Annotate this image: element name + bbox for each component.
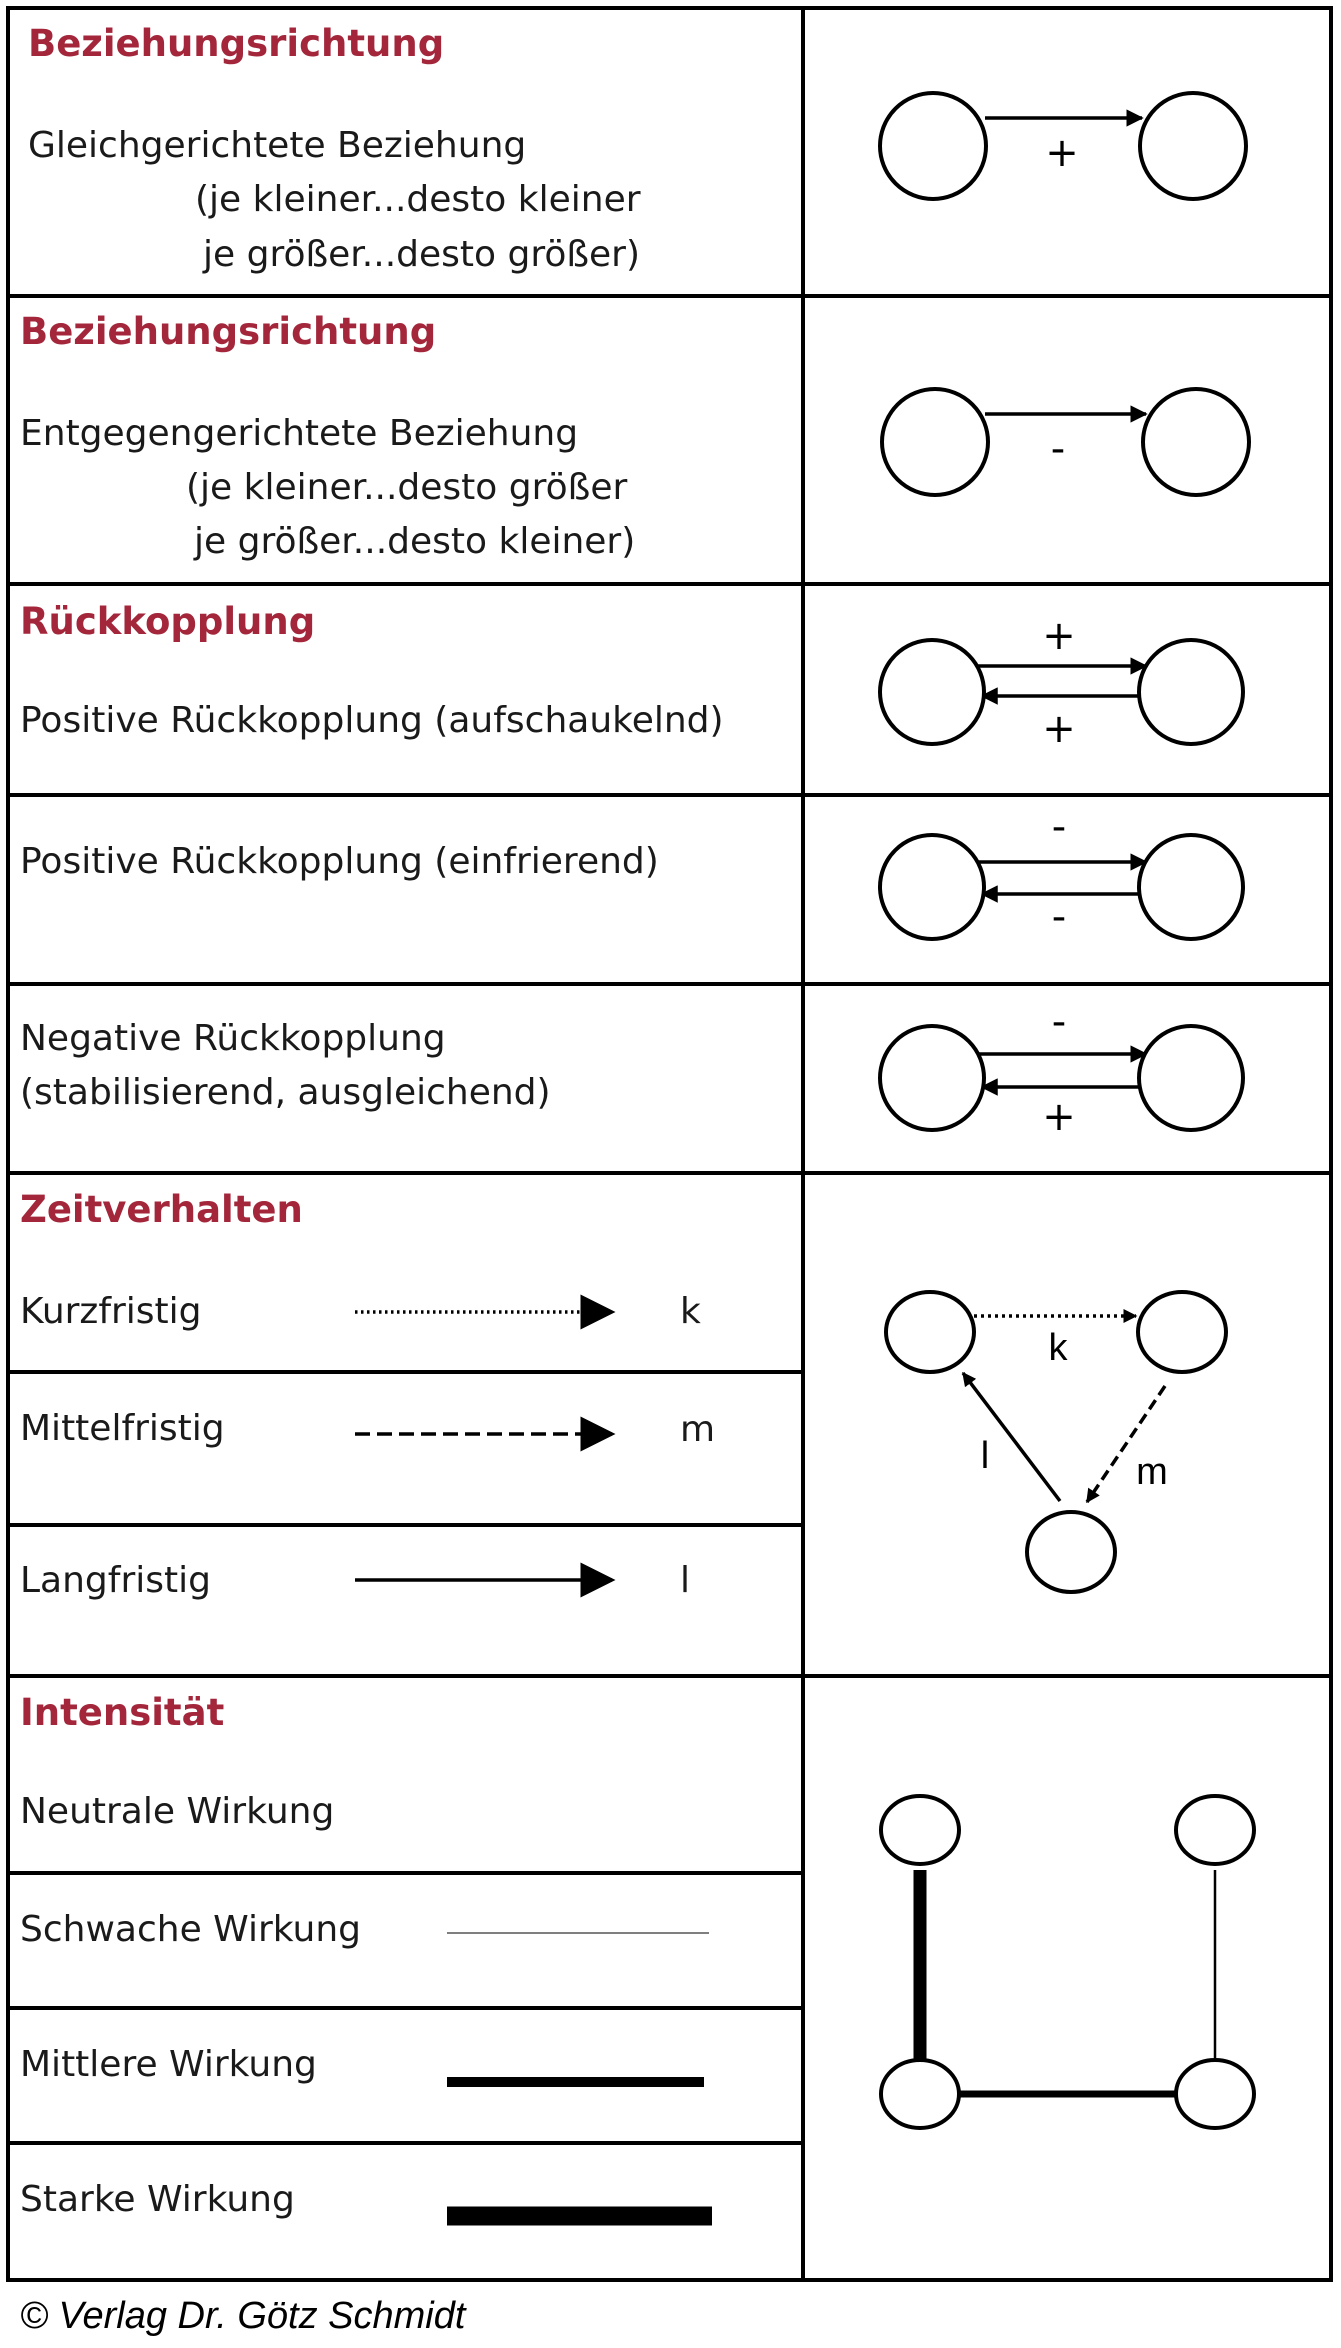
diagram-label-m: m [1136, 1451, 1168, 1493]
node-circle [880, 93, 986, 199]
diagram-negative-rueckkopplung [880, 999, 1243, 1140]
node-circle [881, 1796, 959, 1864]
label-negative-rueckkopplung: Negative Rückkopplung [20, 1018, 446, 1059]
feedback-sign-bottom: + [1042, 1094, 1076, 1140]
label-entgegengerichtet-detail-2: je größer...desto kleiner) [194, 521, 636, 562]
label-mittelfristig: Mittelfristig [20, 1408, 225, 1449]
node-circle [880, 1026, 984, 1130]
heading-beziehungsrichtung: Beziehungsrichtung [28, 22, 445, 65]
node-circle [1027, 1512, 1115, 1592]
diagram-gleichgerichtet [880, 93, 1246, 199]
node-circle [1176, 2060, 1254, 2128]
label-negative-detail: (stabilisierend, ausgleichend) [20, 1072, 551, 1113]
diagram-positive-aufschaukelnd [880, 613, 1243, 752]
label-gleichgerichtet-detail-1: (je kleiner...desto kleiner [195, 179, 641, 220]
node-circle [886, 1292, 974, 1372]
diagram-intensitaet [881, 1796, 1254, 2128]
node-circle [1139, 835, 1243, 939]
node-circle [1140, 93, 1246, 199]
copyright-credit: © Verlag Dr. Götz Schmidt [20, 2295, 466, 2337]
label-kurzfristig: Kurzfristig [20, 1291, 202, 1332]
code-mittelfristig: m [680, 1409, 716, 1450]
node-circle [1176, 1796, 1254, 1864]
node-circle [1139, 640, 1243, 744]
node-circle [882, 389, 988, 495]
heading-rueckkopplung: Rückkopplung [20, 600, 316, 643]
node-circle [881, 2060, 959, 2128]
diagram-label-k: k [1048, 1327, 1068, 1369]
node-circle [880, 640, 984, 744]
relation-sign: - [1050, 426, 1066, 472]
diagram-positive-einfrierend [880, 804, 1243, 940]
label-positive-einfrierend: Positive Rückkopplung (einfrierend) [20, 841, 659, 882]
label-mittlere-wirkung: Mittlere Wirkung [20, 2044, 317, 2085]
label-schwache-wirkung: Schwache Wirkung [20, 1909, 361, 1950]
feedback-sign-top: + [1042, 613, 1076, 659]
node-circle [1138, 1292, 1226, 1372]
feedback-sign-top: - [1051, 804, 1067, 850]
diagram-zeitverhalten [886, 1292, 1226, 1592]
label-entgegengerichtet: Entgegengerichtete Beziehung [20, 413, 579, 454]
diagram-entgegengerichtet [882, 389, 1249, 495]
feedback-sign-bottom: - [1051, 894, 1067, 940]
label-gleichgerichtet-detail-2: je größer...desto größer) [203, 234, 641, 275]
label-gleichgerichtet: Gleichgerichtete Beziehung [28, 125, 527, 166]
node-circle [1139, 1026, 1243, 1130]
node-circle [1143, 389, 1249, 495]
feedback-sign-bottom: + [1042, 706, 1076, 752]
feedback-sign-top: - [1051, 999, 1067, 1045]
heading-zeitverhalten: Zeitverhalten [20, 1188, 303, 1231]
label-starke-wirkung: Starke Wirkung [20, 2179, 295, 2220]
label-neutrale-wirkung: Neutrale Wirkung [20, 1791, 335, 1832]
label-langfristig: Langfristig [20, 1560, 211, 1601]
label-entgegengerichtet-detail-1: (je kleiner...desto größer [186, 467, 628, 508]
code-kurzfristig: k [680, 1291, 701, 1332]
relation-sign: + [1045, 130, 1079, 176]
label-positive-aufschaukelnd: Positive Rückkopplung (aufschaukelnd) [20, 700, 724, 741]
long-term-arrow [963, 1373, 1060, 1501]
node-circle [880, 835, 984, 939]
code-langfristig: l [680, 1560, 691, 1601]
heading-beziehungsrichtung-2: Beziehungsrichtung [20, 310, 437, 353]
heading-intensitaet: Intensität [20, 1691, 225, 1734]
diagram-label-l: l [980, 1435, 990, 1477]
